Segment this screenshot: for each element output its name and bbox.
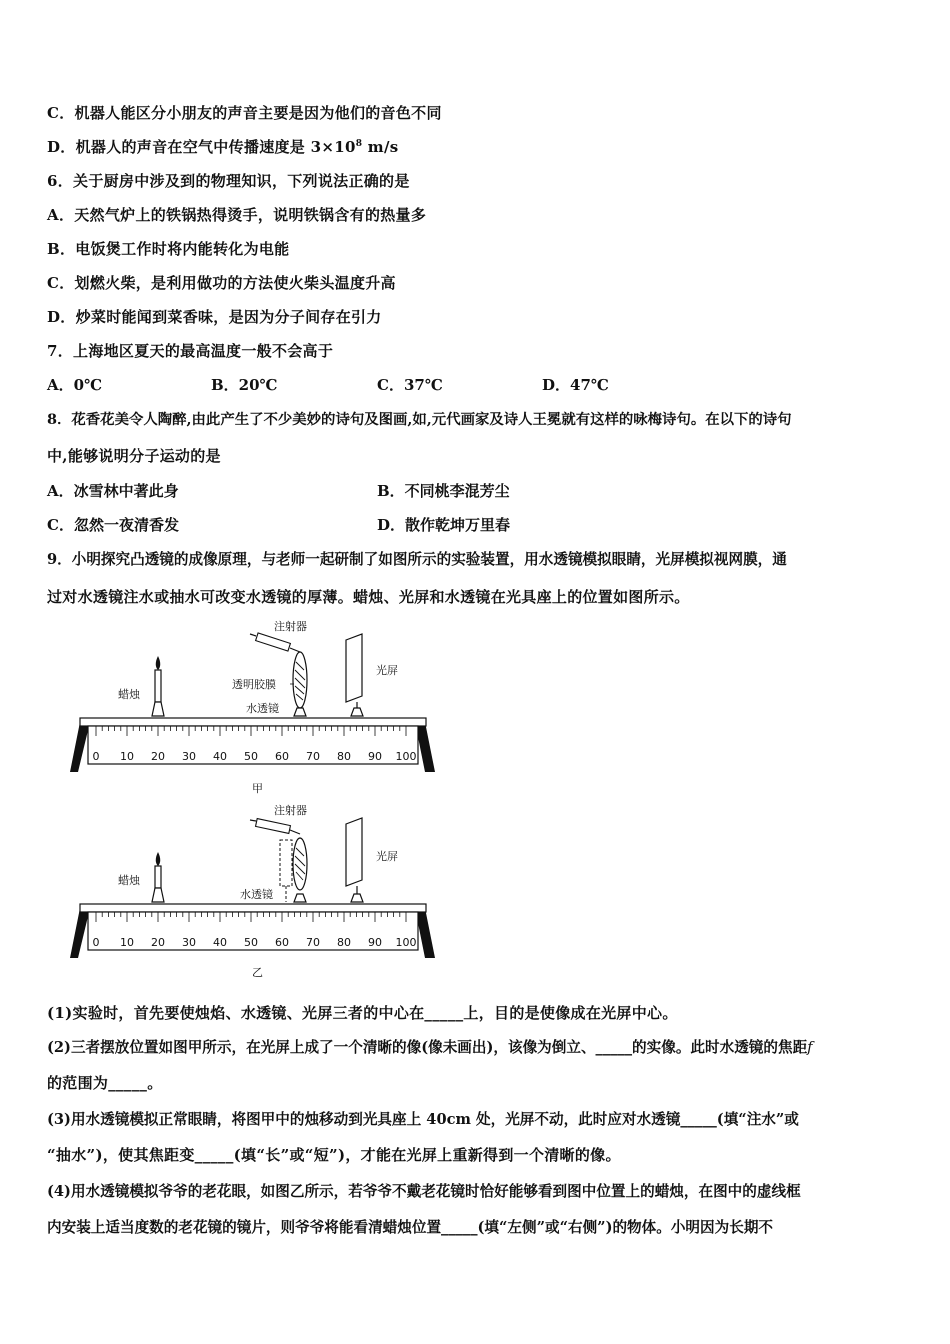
q7-option-d: D．47℃ bbox=[542, 376, 609, 394]
tick-50: 50 bbox=[244, 750, 258, 763]
tick-60: 60 bbox=[275, 936, 289, 949]
water-lens bbox=[240, 838, 307, 902]
tick-0: 0 bbox=[92, 750, 100, 763]
q9-part1: (1)实验时，首先要使烛焰、水透镜、光屏三者的中心在_____上，目的是使像成在光屏中心。 bbox=[47, 1004, 678, 1022]
q9-part2-f: f bbox=[807, 1039, 813, 1056]
q8-option-c: C．忽然一夜清香发 bbox=[47, 516, 179, 534]
tick-20: 20 bbox=[151, 936, 165, 949]
tick-70: 70 bbox=[306, 936, 320, 949]
lens-label: 水透镜 bbox=[240, 888, 273, 901]
q9-part2-line1 bbox=[47, 1036, 813, 1057]
tick-30: 30 bbox=[182, 750, 196, 763]
light-screen bbox=[346, 634, 398, 716]
tick-20: 20 bbox=[151, 750, 165, 763]
tick-80: 80 bbox=[337, 750, 351, 763]
tick-30: 30 bbox=[182, 936, 196, 949]
syringe bbox=[250, 619, 307, 652]
figure-jia bbox=[60, 612, 450, 796]
q5-d-unit: m/s bbox=[362, 138, 399, 156]
q8-option-b: B．不同桃李混芳尘 bbox=[377, 482, 510, 500]
q7-option-a: A．0℃ bbox=[47, 376, 103, 394]
figure-yi-caption: 乙 bbox=[252, 966, 263, 979]
q6-option-a: A．天然气炉上的铁锅热得烫手，说明铁锅含有的热量多 bbox=[47, 206, 427, 224]
candle-label: 蜡烛 bbox=[118, 874, 140, 887]
q6-option-c: C．划燃火柴，是利用做功的方法使火柴头温度升高 bbox=[47, 274, 396, 292]
syringe-label: 注射器 bbox=[274, 620, 307, 633]
q8-option-a: A．冰雪林中著此身 bbox=[47, 482, 179, 500]
tick-70: 70 bbox=[306, 750, 320, 763]
lens-label: 水透镜 bbox=[246, 702, 279, 715]
tick-100: 100 bbox=[395, 936, 417, 949]
optical-bench bbox=[70, 904, 435, 958]
tick-80: 80 bbox=[337, 936, 351, 949]
q9-part4-line1: (4)用水透镜模拟爷爷的老花眼，如图乙所示，若爷爷不戴老花镜时恰好能够看到图中位置上的蜡烛，在图中的虚线框 bbox=[47, 1183, 801, 1200]
candle-label: 蜡烛 bbox=[118, 688, 140, 701]
q9-part3-line1: (3)用水透镜模拟正常眼睛，将图甲中的烛移动到光具座上 40cm 处，光屏不动，此时应对水透镜_____(填“注水”或 bbox=[47, 1111, 799, 1128]
figure-jia-caption: 甲 bbox=[252, 782, 263, 795]
dashed-frame bbox=[280, 840, 292, 886]
film-label: 透明胶膜 bbox=[232, 678, 276, 691]
q9-stem-line2: 过对水透镜注水或抽水可改变水透镜的厚薄。蜡烛、光屏和水透镜在光具座上的位置如图所示。 bbox=[47, 588, 690, 606]
tick-60: 60 bbox=[275, 750, 289, 763]
q7-option-c: C．37℃ bbox=[377, 376, 443, 394]
q9-part2-text: (2)三者摆放位置如图甲所示，在光屏上成了一个清晰的像(像未画出)，该像为倒立、_____的实像。此时水透镜的焦距 bbox=[47, 1039, 808, 1056]
q9-part3-line2: “抽水”)，使其焦距变_____(填“长”或“短”)，才能在光屏上重新得到一个清晰的像。 bbox=[47, 1146, 621, 1164]
q5-d-text: D．机器人的声音在空气中传播速度是 3×10 bbox=[47, 138, 356, 156]
screen-label: 光屏 bbox=[376, 664, 398, 677]
figure-yi bbox=[60, 798, 450, 982]
q5-option-d bbox=[47, 136, 399, 157]
tick-90: 90 bbox=[368, 750, 382, 763]
tick-40: 40 bbox=[213, 750, 227, 763]
optical-bench bbox=[70, 718, 435, 772]
tick-100: 100 bbox=[395, 750, 417, 763]
syringe-label: 注射器 bbox=[274, 804, 307, 817]
tick-10: 10 bbox=[120, 750, 134, 763]
q8-stem-line1: 8．花香花美令人陶醉,由此产生了不少美妙的诗句及图画,如,元代画家及诗人王冕就有这样的咏梅诗句。在以下的诗句 bbox=[47, 411, 792, 428]
q6-stem: 6．关于厨房中涉及到的物理知识，下列说法正确的是 bbox=[47, 172, 410, 190]
q7-stem: 7．上海地区夏天的最高温度一般不会高于 bbox=[47, 342, 334, 360]
water-lens bbox=[232, 652, 307, 716]
tick-90: 90 bbox=[368, 936, 382, 949]
q7-option-b: B．20℃ bbox=[211, 376, 278, 394]
q5-d-exponent: 8 bbox=[355, 139, 363, 149]
q9-stem-line1: 9．小明探究凸透镜的成像原理，与老师一起研制了如图所示的实验装置，用水透镜模拟眼睛，光屏模拟视网膜，通 bbox=[47, 551, 787, 568]
tick-50: 50 bbox=[244, 936, 258, 949]
tick-40: 40 bbox=[213, 936, 227, 949]
q9-part2-line2: 的范围为_____。 bbox=[47, 1074, 163, 1092]
q9-part4-line2: 内安装上适当度数的老花镜的镜片，则爷爷将能看清蜡烛位置_____(填“左侧”或“右侧”)的物体。小明因为长期不 bbox=[47, 1219, 774, 1236]
q8-option-d: D．散作乾坤万里春 bbox=[377, 516, 511, 534]
q6-option-d: D．炒菜时能闻到菜香味，是因为分子间存在引力 bbox=[47, 308, 382, 326]
screen-label: 光屏 bbox=[376, 850, 398, 863]
tick-0: 0 bbox=[92, 936, 100, 949]
candle bbox=[118, 656, 164, 716]
q8-stem-line2: 中,能够说明分子运动的是 bbox=[47, 447, 221, 465]
syringe bbox=[250, 803, 307, 834]
light-screen bbox=[346, 818, 398, 902]
q6-option-b: B．电饭煲工作时将内能转化为电能 bbox=[47, 240, 290, 258]
tick-10: 10 bbox=[120, 936, 134, 949]
candle bbox=[118, 852, 164, 902]
q5-option-c: C．机器人能区分小朋友的声音主要是因为他们的音色不同 bbox=[47, 104, 442, 122]
